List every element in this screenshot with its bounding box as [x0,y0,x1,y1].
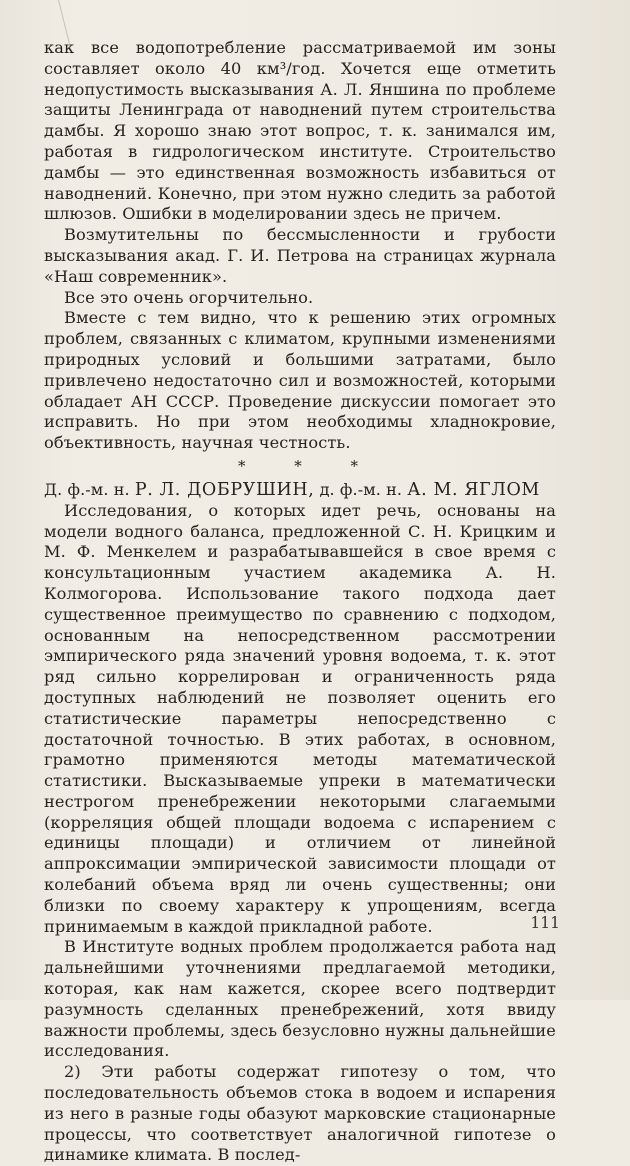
paragraph: 2) Эти работы содержат гипотезу о том, что последовательность объемов стока в водоем и испарения из него в разные годы обазуют марковские стационарные процессы, что соответствует аналогичной гипотезе о динамике климата. В послед- [44,1062,556,1165]
paragraph: как все водопотребление рассматриваемой им зоны составляет около 40 км³/год. Хочется еще отметить недопустимость высказывания А. Л. Яншина по проблеме защиты Ленинграда от наводнений путем строительства дамбы. Я хорошо знаю этот вопрос, т. к. занимался им, работая в гидрологическом институте. Строительство дамбы — это единственная возможность избавиться от наводнений. Конечно, при этом нужно следить за работой шлюзов. Ошибки в моделировании здесь не причем. [44,38,556,224]
section-separator: * * * [237,456,381,475]
paragraph: Возмутительны по бессмысленности и грубости высказывания акад. Г. И. Петрова на страницах журнала «Наш современник». [44,225,556,286]
author-degree: Д. ф.-м. н. [44,479,130,499]
paragraph: Исследования, о которых идет речь, основаны на модели водного баланса, предложенной С. Н. Крицким и М. Ф. Менкелем и разрабатывавшейся в свое время с консультационным участием академика А. Н. Колмогорова. Использование такого подхода дает существенное преимущество по сравнению с подходом, основанным на непосредственном рассмотрении эмпирического ряда значений уровня водоема, т. к. этот ряд сильно коррелирован и ограниченность ряда доступных наблюдений не позволяет оценить его статистические параметры непосредственно с достаточной точностью. В этих работах, в основном, грамотно применяются методы математической статистики. Высказываемые упреки в математически нестрогом пренебрежении некоторыми слагаемыми (корреляция общей площади водоема с испарением с единицы площади) и отличием от линейной аппроксимации эмпирической зависимости площади от колебаний объема вряд ли очень существенны; они близки по своему характеру к упрощениям, всегда принимаемым в каждой прикладной работе. [44,500,556,936]
paragraph: Вместе с тем видно, что к решению этих огромных проблем, связанных с климатом, крупными изменениями природных условий и большими затратами, было привлечено недостаточно сил и возможностей, которыми обладает АН СССР. Проведение дискуссии помогает это исправить. Но при этом необходимы хладнокровие, объективность, научная честность. [44,308,556,453]
author-name: Р. Л. ДОБРУШИН, [134,479,315,500]
paragraph: Все это очень огорчительно. [64,287,314,307]
body-text [44,38,556,1166]
author-name: А. М. ЯГЛОМ [407,479,540,500]
authors-line [44,480,556,501]
paragraph: В Институте водных проблем продолжается работа над дальнейшими уточнениями предлагаемой методики, которая, как нам кажется, скорее всего подтвердит разумность сделанных пренебрежений, хотя ввиду важности проблемы, здесь безусловно нужны дальнейшие исследования. [44,937,556,1061]
author-degree: д. ф.-м. н. [319,479,403,499]
page-number: 111 [530,914,560,932]
